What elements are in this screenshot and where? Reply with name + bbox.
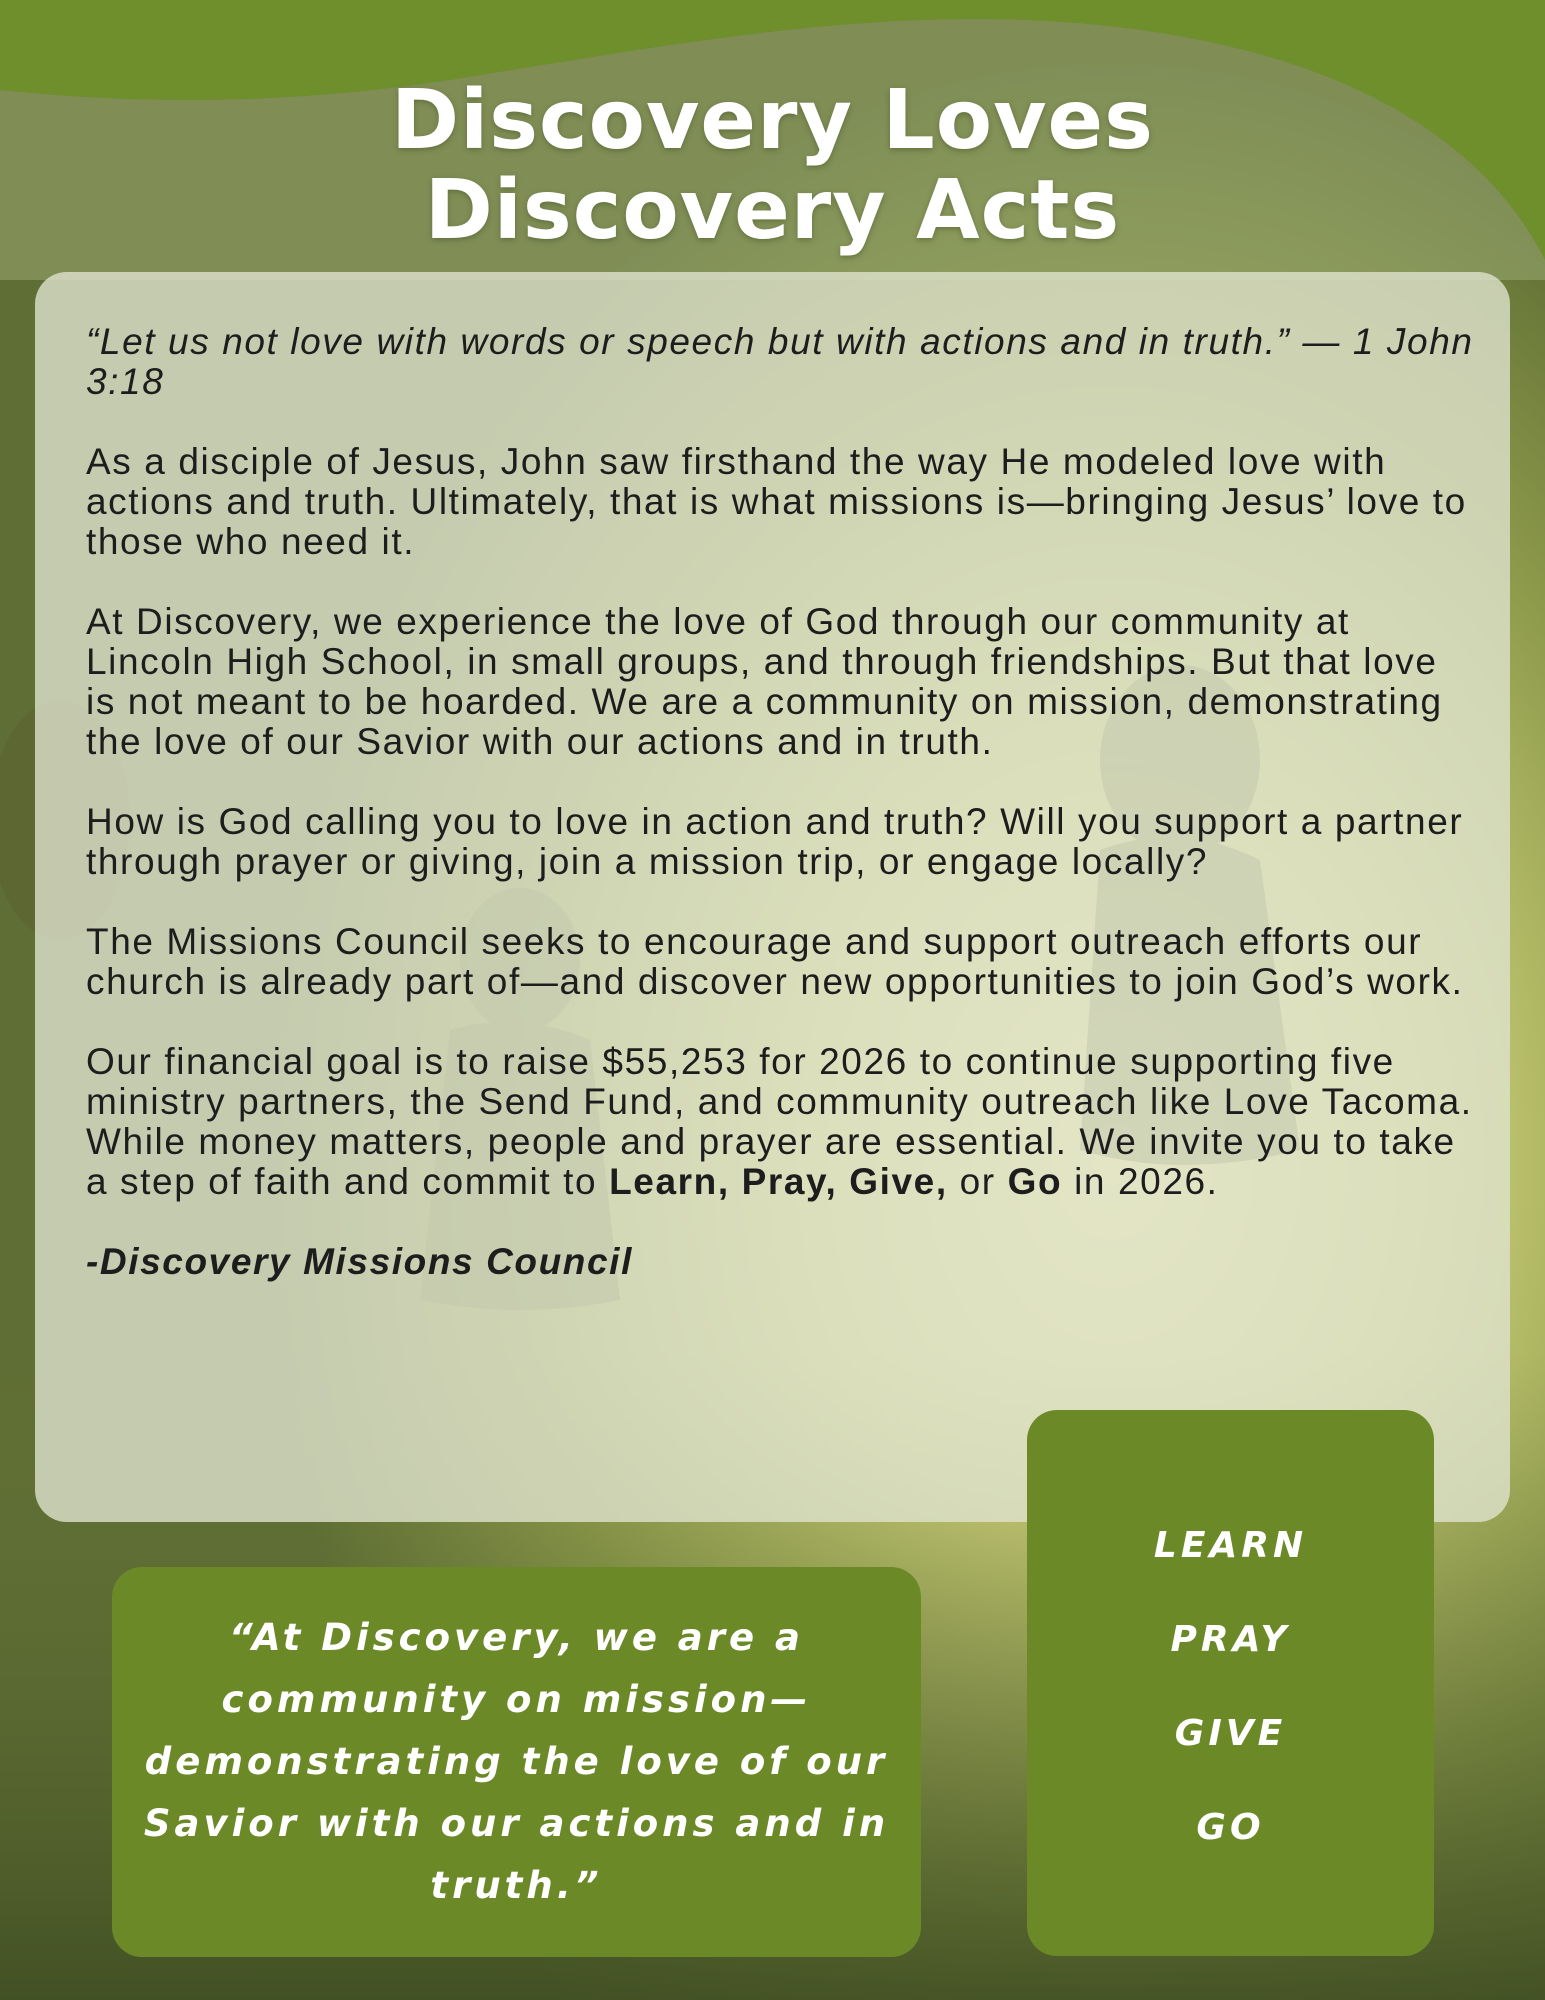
commit-learn-pray-give: Learn, Pray, Give, <box>609 1161 948 1202</box>
action-steps-list <box>1027 1520 1434 1896</box>
financial-goal-text: Our financial goal is to raise $55,253 for 2026 to continue supporting five ministry partners, the Send Fund, and community outreach like Love Tacoma. While money matters, people and prayer are essential. We invite you to take a step of faith and commit to <box>86 1041 1473 1202</box>
action-give: GIVE <box>1174 1713 1287 1754</box>
title-line-1: Discovery Loves <box>391 73 1154 168</box>
scripture-verse: “Let us not love with words or speech but with actions and in truth.” — 1 John 3:18 <box>86 321 1474 402</box>
action-learn: LEARN <box>1153 1525 1308 1566</box>
paragraph-calling: How is God calling you to love in action and truth? Will you support a partner through prayer or giving, join a mission trip, or engage locally? <box>86 801 1464 882</box>
paragraph-community: At Discovery, we experience the love of God through our community at Lincoln High School, in small groups, and through friendships. But that love is not meant to be hoarded. We are a community on mission, demonstrating the love of our Savior with our actions and in truth. <box>86 601 1443 762</box>
commit-go: Go <box>1007 1161 1063 1202</box>
title-line-2: Discovery Acts <box>424 163 1121 258</box>
pull-quote-text: “At Discovery, we are a community on mission—demonstrating the love of our Savior with our actions and in truth.” <box>143 1616 890 1907</box>
paragraph-missions-council: The Missions Council seeks to encourage and support outreach efforts our church is already part of—and discover new opportunities to join God’s work. <box>86 921 1464 1002</box>
page-title <box>0 73 1545 258</box>
action-go: GO <box>1196 1807 1265 1848</box>
pull-quote-box <box>112 1567 921 1957</box>
financial-goal-end: in 2026. <box>1062 1161 1219 1202</box>
financial-goal-or: or <box>947 1161 1008 1202</box>
signature: -Discovery Missions Council <box>86 1241 633 1282</box>
action-pray: PRAY <box>1170 1619 1291 1660</box>
action-steps-box <box>1027 1410 1434 1956</box>
paragraph-disciple: As a disciple of Jesus, John saw firsthand the way He modeled love with actions and truth. Ultimately, that is what missions is—bringing Jesus’ love to those who need it. <box>86 441 1467 562</box>
paragraph-financial-goal <box>86 1042 1476 1202</box>
letter-body <box>86 322 1476 1322</box>
